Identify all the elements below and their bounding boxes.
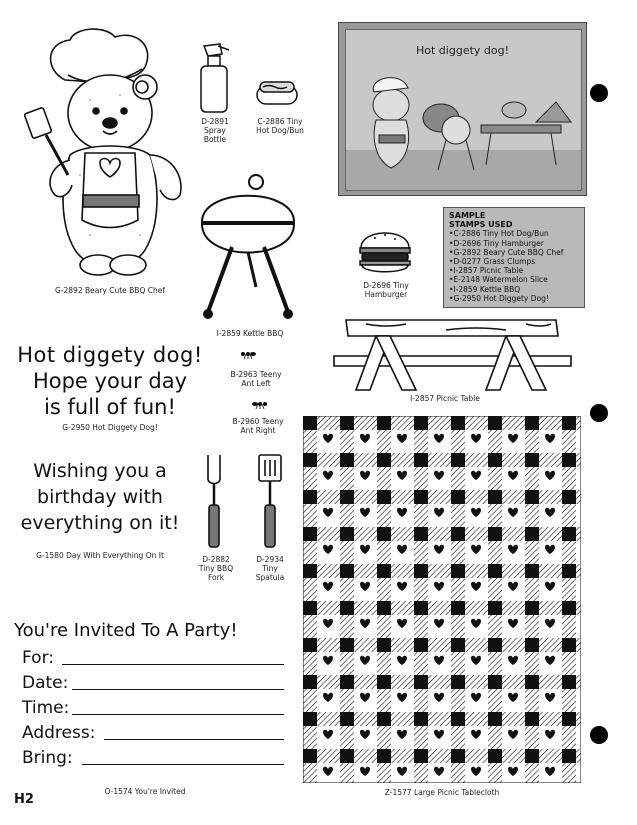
punch-hole-middle [590,404,608,422]
bbq-fork-name-line2: Fork [207,573,225,582]
wishing-line1: Wishing you a [33,460,167,482]
invite-line-date [72,689,284,690]
ant-left-icon [240,349,256,359]
sample-card-photo [338,22,587,196]
hot-diggety-line2: Hope your day [32,369,188,393]
stamps-used-item: • I-2857 Picnic Table [449,266,579,275]
kettle-bbq-illustration [196,162,300,322]
hamburger-illustration [357,226,413,276]
invite-field-date: Date: [22,673,69,693]
punch-hole-top [590,84,608,102]
invite-title: You're Invited To A Party! [14,620,238,641]
stamps-used-list [449,229,579,303]
stamps-used-item: • D-0277 Grass Clumps [449,257,579,266]
invited-caption: O-1574 You're Invited [104,787,186,796]
stamps-used-heading: STAMPS USED [449,220,513,230]
spatula-illustration [256,453,284,549]
picnic-tablecloth-pattern [303,416,581,783]
page-label: H2 [14,792,34,807]
spray-bottle-name-line2: Bottle [203,135,227,144]
spray-bottle-code: D-2891 [201,117,229,126]
invite-field-for: For: [22,648,54,668]
sample-card-text: Hot diggety dog! [416,44,510,57]
ant-right-code: B-2960 Teeny [232,417,284,426]
wishing-caption: G-1580 Day With Everything On It [36,551,164,560]
ant-right-icon [252,399,268,409]
hot-diggety-caption: G-2950 Hot Diggety Dog! [62,423,158,432]
spatula-name-line2: Spatula [255,573,285,582]
invite-line-address [104,739,284,740]
ant-left-name: Ant Left [241,379,271,388]
ant-right-name: Ant Right [240,426,276,435]
spray-bottle-illustration [196,38,232,114]
sample-stamps-used-box [443,207,585,308]
stamps-used-item: • C-2886 Tiny Hot Dog/Bun [449,229,579,238]
invite-line-bring [82,764,284,765]
picnic-table-caption: I-2857 Picnic Table [410,394,480,403]
stamps-used-item: • G-2892 Beary Cute BBQ Chef [449,248,579,257]
stamps-used-item: • D-2696 Tiny Hamburger [449,239,579,248]
bbq-fork-illustration [203,453,225,549]
spray-bottle-name-line1: Spray [204,126,226,135]
hot-dog-name: Hot Dog/Bun [256,126,304,135]
ant-left-code: B-2963 Teeny [230,370,282,379]
hot-dog-code: C-2886 Tiny [257,117,303,126]
kettle-bbq-caption: I-2859 Kettle BBQ [216,329,284,338]
wishing-line3: everything on it! [20,512,180,534]
invite-field-bring: Bring: [22,748,73,768]
invite-field-address: Address: [22,723,96,743]
invite-line-for [62,664,284,665]
tablecloth-caption: Z-1577 Large Picnic Tablecloth [384,788,500,797]
hot-diggety-line1: Hot diggety dog! [17,343,203,367]
stamps-used-item: • I-2859 Kettle BBQ [449,285,579,294]
bbq-fork-code: D-2882 [202,555,230,564]
hamburger-code: D-2696 Tiny [363,281,409,290]
invite-line-time [72,714,284,715]
sample-heading: SAMPLE [449,211,486,220]
invite-field-time: Time: [22,698,70,718]
picnic-table-illustration [326,316,576,392]
wishing-line2: birthday with [37,486,163,508]
stamps-used-item: • E-2148 Watermelon Slice [449,275,579,284]
spatula-code: D-2934 [256,555,284,564]
bear-chef-caption: G-2892 Beary Cute BBQ Chef [54,286,165,295]
spatula-name-line1: Tiny [262,564,278,573]
punch-hole-bottom [590,726,608,744]
bbq-fork-name-line1: Tiny BBQ [198,564,234,573]
bear-chef-illustration [20,25,195,280]
hot-diggety-line3: is full of fun! [44,395,176,419]
stamps-used-item: • G-2950 Hot Diggety Dog! [449,294,579,303]
hamburger-name: Hamburger [364,290,408,299]
hot-dog-illustration [255,78,299,110]
sample-card-scene [346,60,581,190]
